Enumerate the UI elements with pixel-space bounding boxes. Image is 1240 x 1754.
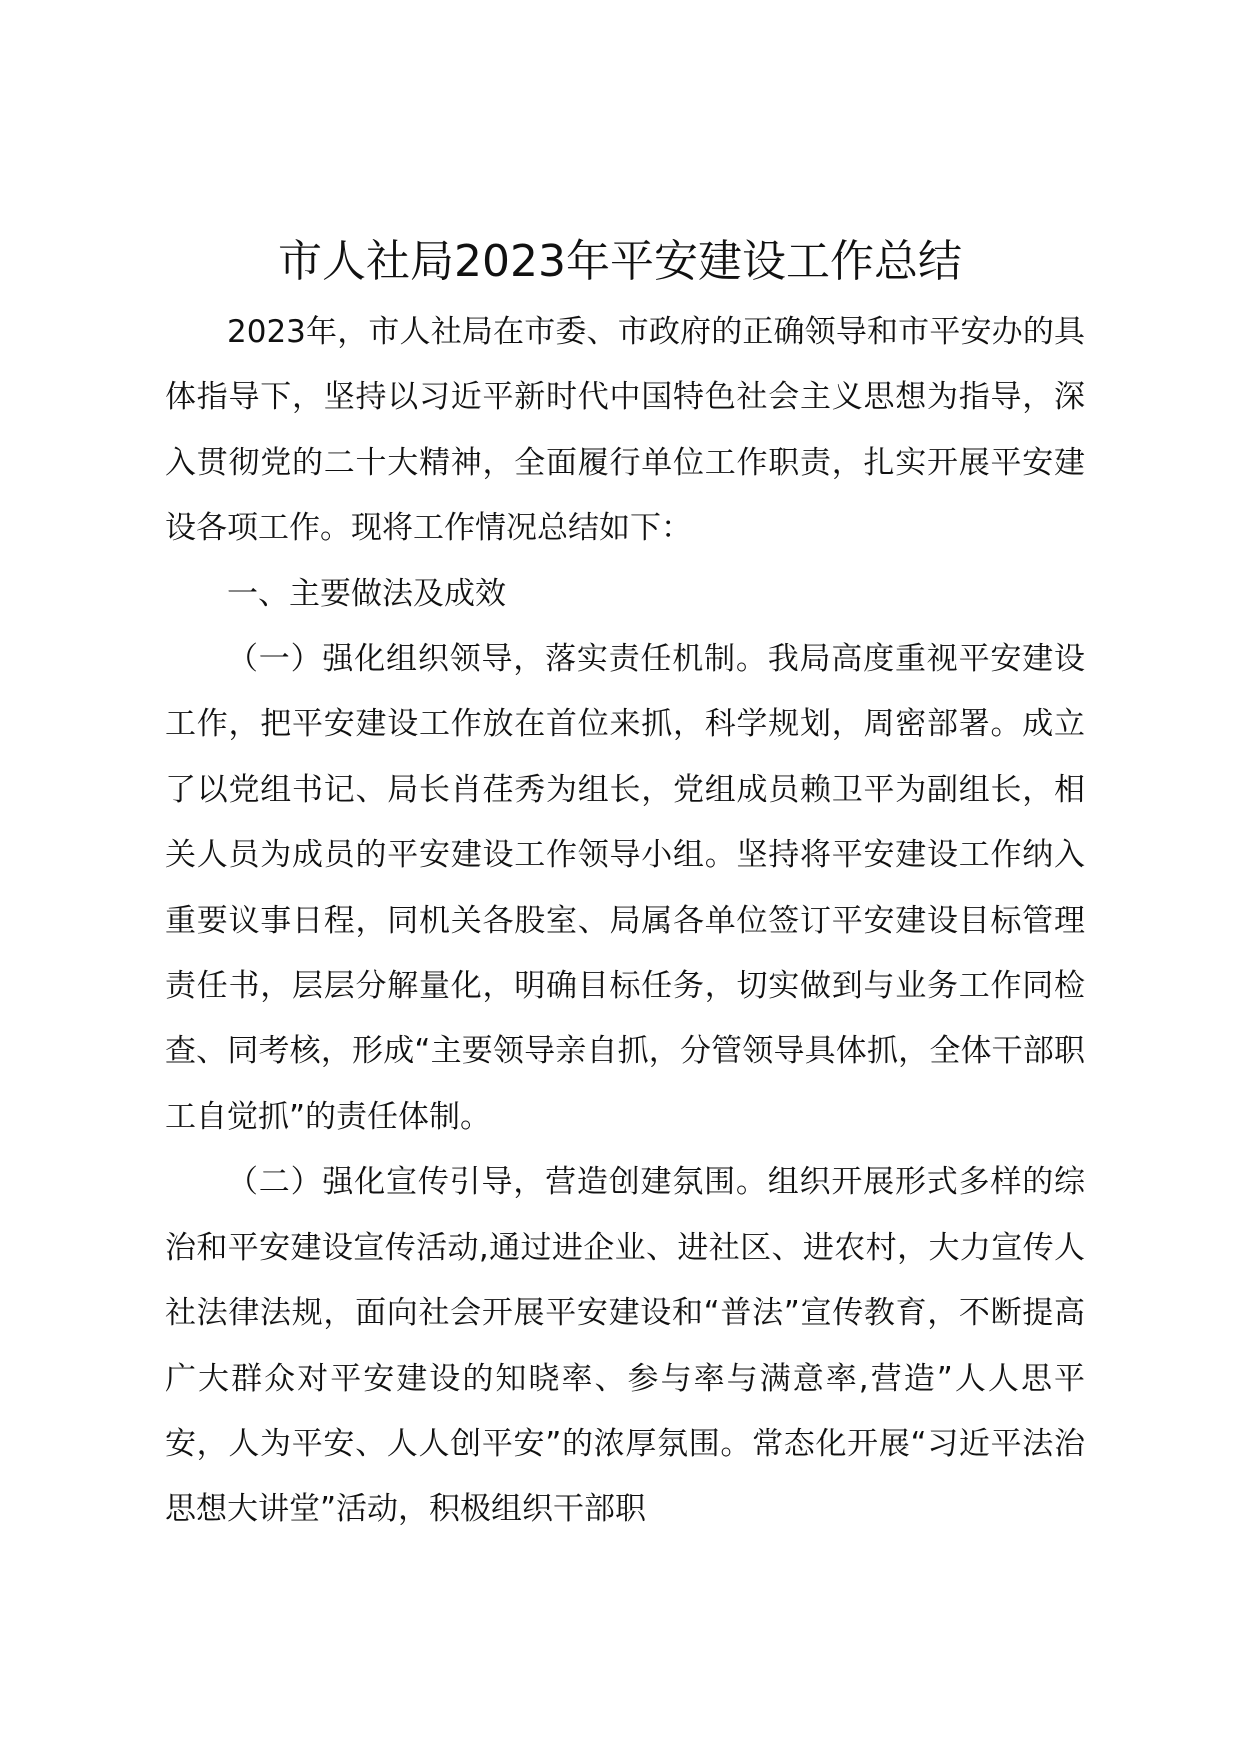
document-body	[165, 300, 1085, 1543]
document-title: 市人社局2023年平安建设工作总结	[278, 236, 962, 287]
paragraph-organization-leadership: （一）强化组织领导，落实责任机制。我局高度重视平安建设工作，把平安建设工作放在首位来抓，科学规划，周密部署。成立了以党组书记、局长肖荏秀为组长，党组成员赖卫平为副组长，相关人员为成员的平安建设工作领导小组。坚持将平安建设工作纳入重要议事日程，同机关各股室、局属各单位签订平安建设目标管理责任书，层层分解量化，明确目标任务，切实做到与业务工作同检查、同考核，形成“主要领导亲自抓，分管领导具体抓，全体干部职工自觉抓”的责任体制。	[165, 641, 1085, 1135]
paragraph-publicity-guidance: （二）强化宣传引导，营造创建氛围。组织开展形式多样的综治和平安建设宣传活动,通过进企业、进社区、进农村，大力宣传人社法律法规，面向社会开展平安建设和“普法”宣传教育，不断提高广大群众对平安建设的知晓率、参与率与满意率,营造”人人思平安，人为平安、人人创平安”的浓厚氛围。常态化开展“习近平法治思想大讲堂”活动，积极组织干部职	[165, 1164, 1085, 1528]
paragraph-intro: 2023年，市人社局在市委、市政府的正确领导和市平安办的具体指导下，坚持以习近平新时代中国特色社会主义思想为指导，深入贯彻党的二十大精神，全面履行单位工作职责，扎实开展平安建设各项工作。现将工作情况总结如下：	[165, 314, 1085, 547]
section-heading: 一、主要做法及成效	[227, 575, 506, 612]
